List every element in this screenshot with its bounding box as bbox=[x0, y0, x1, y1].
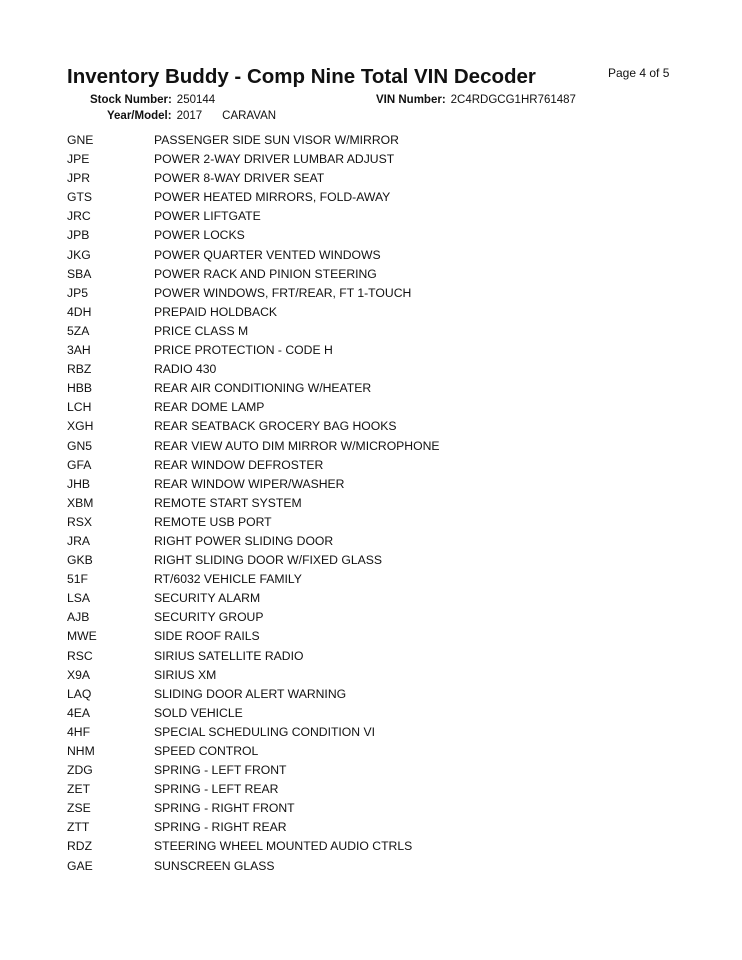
option-row bbox=[67, 169, 667, 188]
option-code: GNE bbox=[67, 133, 94, 147]
option-row bbox=[67, 303, 667, 322]
option-description: REAR SEATBACK GROCERY BAG HOOKS bbox=[154, 419, 397, 434]
option-description: PRICE PROTECTION - CODE H bbox=[154, 343, 333, 358]
option-description: STEERING WHEEL MOUNTED AUDIO CTRLS bbox=[154, 839, 413, 854]
option-description: REAR WINDOW WIPER/WASHER bbox=[154, 476, 345, 491]
option-description: SIRIUS SATELLITE RADIO bbox=[154, 648, 304, 663]
option-description: PRICE CLASS M bbox=[154, 323, 249, 338]
option-description: RIGHT SLIDING DOOR W/FIXED GLASS bbox=[154, 553, 382, 568]
option-code: 4DH bbox=[67, 304, 92, 319]
option-code: JRC bbox=[67, 209, 91, 224]
option-description: POWER HEATED MIRRORS, FOLD-AWAY bbox=[154, 190, 391, 205]
option-description: SOLD VEHICLE bbox=[154, 705, 243, 720]
option-description: PASSENGER SIDE SUN VISOR W/MIRROR bbox=[154, 133, 399, 147]
option-code: GKB bbox=[67, 553, 93, 568]
option-code: LCH bbox=[67, 400, 92, 415]
option-code: RSX bbox=[67, 514, 93, 529]
option-row bbox=[67, 475, 667, 494]
option-description: REAR DOME LAMP bbox=[154, 400, 265, 415]
vin-number-label: VIN Number: bbox=[376, 94, 446, 106]
stock-number-row bbox=[90, 94, 215, 106]
option-code: ZDG bbox=[67, 763, 93, 778]
option-row bbox=[67, 570, 667, 589]
option-description: SPECIAL SCHEDULING CONDITION VI bbox=[154, 724, 375, 739]
option-row bbox=[67, 799, 667, 818]
option-row bbox=[67, 188, 667, 207]
option-row bbox=[67, 780, 667, 799]
option-code: ZET bbox=[67, 782, 91, 797]
option-description: SUNSCREEN GLASS bbox=[154, 858, 275, 873]
option-code: JPB bbox=[67, 228, 90, 243]
option-row bbox=[67, 685, 667, 704]
option-code: ZSE bbox=[67, 801, 91, 816]
option-code: AJB bbox=[67, 610, 90, 625]
option-description: SIRIUS XM bbox=[154, 667, 217, 682]
option-row bbox=[67, 379, 667, 398]
option-row bbox=[67, 207, 667, 226]
option-row bbox=[67, 360, 667, 379]
option-description: PREPAID HOLDBACK bbox=[154, 304, 278, 319]
option-code: MWE bbox=[67, 629, 97, 644]
option-description: REAR AIR CONDITIONING W/HEATER bbox=[154, 381, 372, 396]
option-code: JKG bbox=[67, 247, 91, 262]
option-code: LAQ bbox=[67, 686, 92, 701]
model-value: CARAVAN bbox=[222, 110, 277, 122]
option-row bbox=[67, 150, 667, 169]
option-description: POWER RACK AND PINION STEERING bbox=[154, 266, 377, 281]
option-code: RBZ bbox=[67, 362, 92, 377]
option-code: JPE bbox=[67, 152, 90, 167]
year-model-row bbox=[107, 110, 276, 122]
option-code: RSC bbox=[67, 648, 93, 663]
option-description: SPEED CONTROL bbox=[154, 744, 259, 758]
option-row bbox=[67, 761, 667, 780]
option-description: REAR VIEW AUTO DIM MIRROR W/MICROPHONE bbox=[154, 438, 440, 453]
option-row bbox=[67, 647, 667, 666]
stock-number-value: 250144 bbox=[176, 94, 216, 106]
option-code: JP5 bbox=[67, 285, 89, 300]
option-description: SPRING - LEFT REAR bbox=[154, 782, 279, 797]
option-description: POWER 2-WAY DRIVER LUMBAR ADJUST bbox=[154, 152, 395, 167]
option-row bbox=[67, 704, 667, 723]
option-row bbox=[67, 398, 667, 417]
option-code: 3AH bbox=[67, 343, 91, 358]
option-row bbox=[67, 341, 667, 360]
option-row bbox=[67, 837, 667, 856]
option-description: POWER LOCKS bbox=[154, 228, 245, 243]
option-row bbox=[67, 532, 667, 551]
option-code: X9A bbox=[67, 667, 91, 682]
option-code: GFA bbox=[67, 457, 92, 472]
option-row bbox=[67, 437, 667, 456]
option-code: SBA bbox=[67, 266, 92, 281]
option-code: 4EA bbox=[67, 705, 91, 720]
vin-number-row bbox=[376, 94, 576, 106]
option-code: HBB bbox=[67, 381, 93, 396]
option-description: SECURITY GROUP bbox=[154, 610, 264, 625]
option-row bbox=[67, 742, 667, 761]
option-code: ZTT bbox=[67, 820, 90, 835]
option-code: 5ZA bbox=[67, 323, 90, 338]
option-row bbox=[67, 131, 667, 150]
option-row bbox=[67, 666, 667, 685]
option-row bbox=[67, 589, 667, 608]
option-code: GN5 bbox=[67, 438, 93, 453]
vin-number-value: 2C4RDGCG1HR761487 bbox=[450, 94, 576, 106]
option-row bbox=[67, 723, 667, 742]
option-code: JRA bbox=[67, 533, 91, 548]
option-description: SLIDING DOOR ALERT WARNING bbox=[154, 686, 347, 701]
option-description: SPRING - RIGHT FRONT bbox=[154, 801, 295, 816]
year-model-label: Year/Model: bbox=[107, 110, 172, 122]
option-description: POWER LIFTGATE bbox=[154, 209, 261, 224]
option-description: RT/6032 VEHICLE FAMILY bbox=[154, 572, 302, 587]
year-value: 2017 bbox=[176, 110, 203, 122]
option-code: GAE bbox=[67, 858, 93, 873]
option-code: RDZ bbox=[67, 839, 93, 854]
option-row bbox=[67, 513, 667, 532]
option-row bbox=[67, 417, 667, 436]
option-description: RADIO 430 bbox=[154, 362, 217, 377]
option-code: NHM bbox=[67, 744, 95, 758]
option-row bbox=[67, 265, 667, 284]
option-row bbox=[67, 456, 667, 475]
option-code: JHB bbox=[67, 476, 91, 491]
option-description: REAR WINDOW DEFROSTER bbox=[154, 457, 324, 472]
option-description: SIDE ROOF RAILS bbox=[154, 629, 260, 644]
option-code-list bbox=[67, 131, 667, 876]
option-description: POWER QUARTER VENTED WINDOWS bbox=[154, 247, 381, 262]
page-number: Page 4 of 5 bbox=[608, 66, 670, 80]
option-row bbox=[67, 246, 667, 265]
option-description: SPRING - RIGHT REAR bbox=[154, 820, 287, 835]
option-code: 4HF bbox=[67, 724, 91, 739]
option-row bbox=[67, 857, 667, 876]
stock-number-label: Stock Number: bbox=[90, 94, 172, 106]
option-description: RIGHT POWER SLIDING DOOR bbox=[154, 533, 334, 548]
option-row bbox=[67, 608, 667, 627]
option-code: 51F bbox=[67, 572, 89, 587]
option-row bbox=[67, 551, 667, 570]
option-row bbox=[67, 494, 667, 513]
option-code: GTS bbox=[67, 190, 93, 205]
option-code: LSA bbox=[67, 591, 91, 606]
option-description: SPRING - LEFT FRONT bbox=[154, 763, 287, 778]
option-row bbox=[67, 818, 667, 837]
option-description: SECURITY ALARM bbox=[154, 591, 261, 606]
option-code: XGH bbox=[67, 419, 94, 434]
document-title: Inventory Buddy - Comp Nine Total VIN Decoder bbox=[67, 65, 536, 88]
option-row bbox=[67, 284, 667, 303]
option-row bbox=[67, 627, 667, 646]
option-description: REMOTE USB PORT bbox=[154, 514, 272, 529]
option-row bbox=[67, 322, 667, 341]
option-description: POWER WINDOWS, FRT/REAR, FT 1-TOUCH bbox=[154, 285, 412, 300]
option-code: JPR bbox=[67, 171, 91, 186]
option-code: XBM bbox=[67, 495, 94, 510]
option-description: REMOTE START SYSTEM bbox=[154, 495, 302, 510]
option-description: POWER 8-WAY DRIVER SEAT bbox=[154, 171, 325, 186]
option-row bbox=[67, 226, 667, 245]
